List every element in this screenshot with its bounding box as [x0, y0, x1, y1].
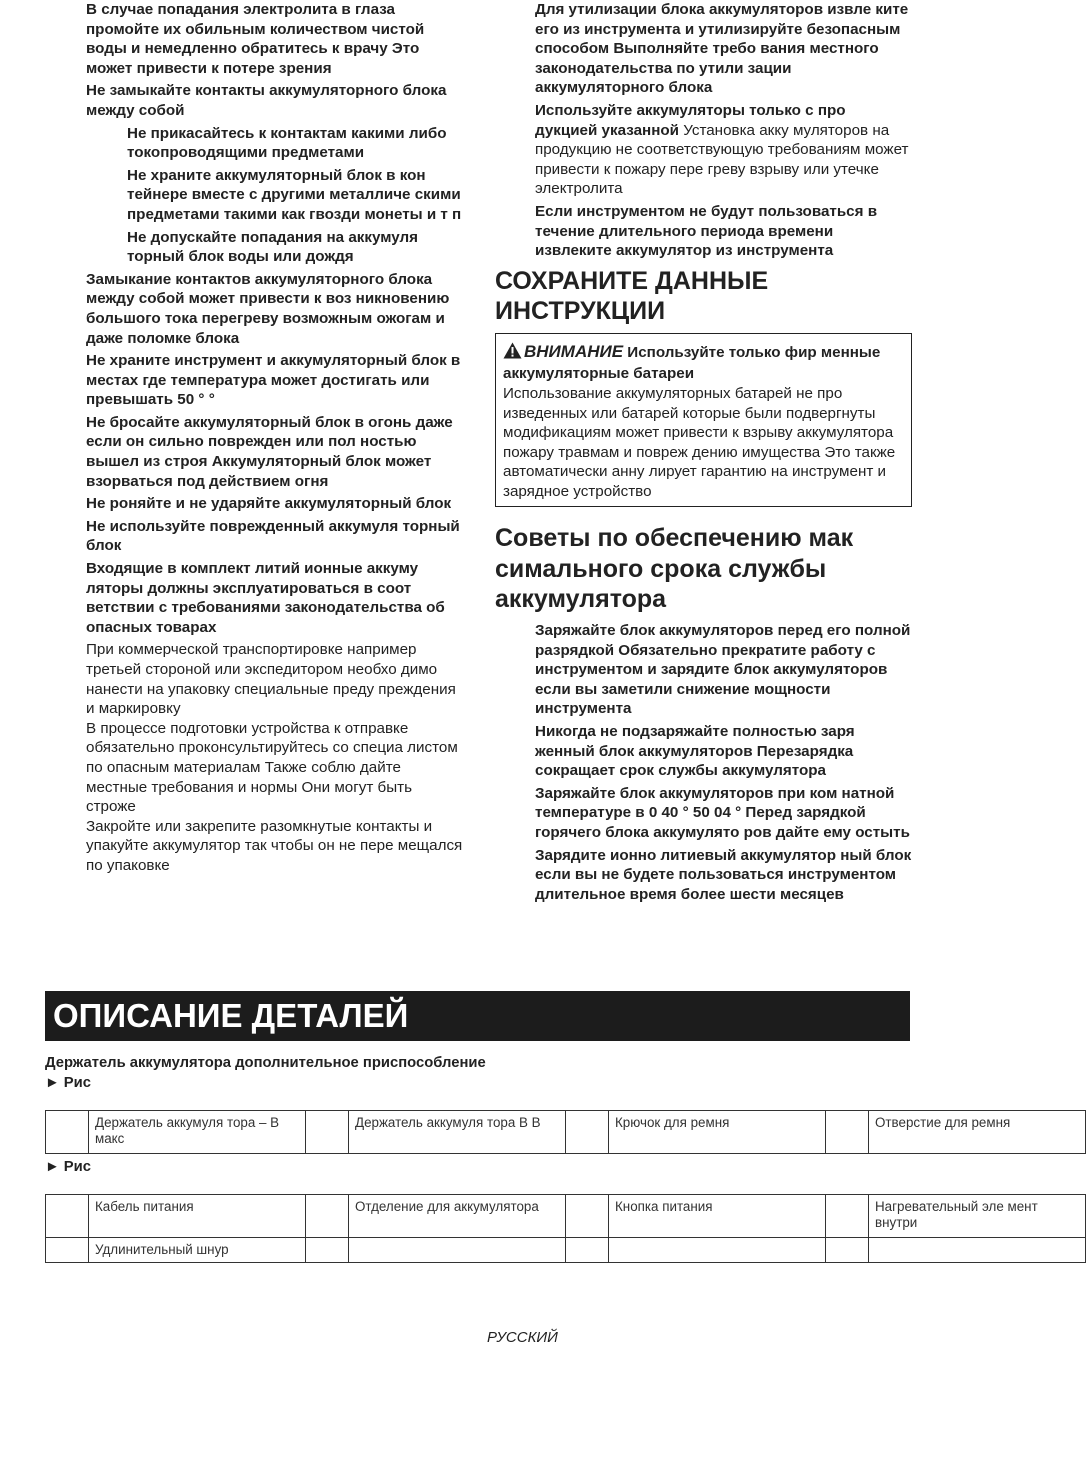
long-storage-note: Если инструментом не будут пользоваться в течение длительного периода времени извлеките аккумулятор из инструмента	[535, 202, 878, 260]
table-number-cell	[826, 1195, 869, 1238]
table-label-cell: Держатель аккумуля тора В В	[349, 1111, 566, 1154]
table-label-cell: Кабель питания	[89, 1195, 306, 1238]
figure-label-2: ► Рис	[45, 1159, 91, 1175]
table-number-cell	[566, 1195, 609, 1238]
section-banner	[45, 991, 910, 1041]
table-label-cell	[349, 1238, 566, 1263]
footer-language: РУССКИЙ	[487, 1329, 558, 1346]
tip-room-temperature: Заряжайте блок аккумуляторов при ком натной температуре в 0 40 ° 50 04 ° Перед зарядкой горячего блока аккумулято ров дайте ему остыть	[535, 784, 910, 841]
table-number-cell	[46, 1195, 89, 1238]
table-number-cell	[306, 1195, 349, 1238]
table-label-cell	[609, 1238, 826, 1263]
holder-caption: Держатель аккумулятора дополнительное приспособление	[45, 1055, 486, 1071]
table-row	[46, 1111, 1086, 1154]
no-damaged-battery-warning: Не используйте поврежденный аккумуля торный блок	[86, 517, 460, 555]
save-instructions-heading: СОХРАНИТЕ ДАННЫЕ ИНСТРУКЦИИ	[495, 266, 769, 326]
table-number-cell	[306, 1238, 349, 1263]
packaging-note: Закройте или закрепите разомкнутые контакты и упакуйте аккумулятор так чтобы он не пере мещался по упаковке	[86, 817, 463, 874]
table-number-cell	[826, 1111, 869, 1154]
caution-head-text: Используйте только фир менные аккумуляторные батареи	[503, 343, 881, 383]
table-label-cell: Держатель аккумуля тора – В макс	[89, 1111, 306, 1154]
table-label-cell	[869, 1238, 1086, 1263]
tip-no-recharge-full: Никогда не подзаряжайте полностью заря женный блок аккумуляторов Перезарядка сокращает срок службы аккумулятора	[535, 722, 855, 780]
caution-head	[503, 342, 903, 384]
disposal-note: Для утилизации блока аккумуляторов извле ките его из инструмента и утилизируйте безопасным способом Выполняйте требо вания местного законодательства по утили зации аккумуляторного блока	[535, 1, 909, 97]
section-title: ОПИСАНИЕ ДЕТАЛЕЙ	[53, 997, 409, 1034]
caution-body: Использование аккумуляторных батарей не про изведенных или батарей которые были подвергнуты модификациям может привести к взрыву аккумулятора пожару травмам и повреж дению имущества Это также автоматически анну лирует гарантию на инструмент и зарядное устройство	[503, 384, 896, 500]
no-metal-container-item: Не храните аккумуляторный блок в кон тейнере вместе с другими металличе скими предметами такими как гвозди монеты и т п	[127, 166, 462, 223]
genuine-battery-normal: Установка акку муляторов на продукцию не соответствующую требованиям может привести к пожару пере греву взрыву или утечке электролита	[535, 121, 909, 198]
parts-table-2	[45, 1194, 1086, 1263]
table-number-cell	[306, 1111, 349, 1154]
genuine-battery-bold: Используйте аккумуляторы только с про дукцией указанной	[535, 101, 846, 139]
no-drop-warning: Не роняйте и не ударяйте аккумуляторный блок	[86, 495, 452, 513]
warning-triangle-icon	[503, 342, 522, 365]
table-label-cell: Отделение для аккумулятора	[349, 1195, 566, 1238]
parts-table-1	[45, 1110, 1086, 1154]
short-circuit-consequence: Замыкание контактов аккумуляторного блока между собой может привести к воз никновению большого тока перегреву возможным ожогам и даже поломке блока	[86, 270, 450, 347]
caution-title: ВНИМАНИЕ	[524, 341, 624, 361]
no-fire-warning: Не бросайте аккумуляторный блок в огонь даже если он сильно поврежден или пол ностью вышел из строя Аккумуляторный блок может взорваться под действием огня	[86, 413, 453, 490]
battery-life-tips-heading: Советы по обеспечению мак симального срока службы аккумулятора	[495, 524, 854, 614]
table-number-cell	[46, 1111, 89, 1154]
table-number-cell	[826, 1238, 869, 1263]
no-touch-terminals-item: Не прикасайтесь к контактам какими либо токопроводящими предметами	[127, 124, 447, 162]
table-number-cell	[566, 1238, 609, 1263]
table-label-cell: Нагревательный эле мент внутри	[869, 1195, 1086, 1238]
no-short-circuit-warning: Не замыкайте контакты аккумуляторного блока между собой	[86, 82, 447, 119]
table-label-cell: Удлинительный шнур	[89, 1238, 306, 1263]
tip-charge-before-discharge: Заряжайте блок аккумуляторов перед его полной разрядкой Обязательно прекратите работу с инструментом и зарядите блок аккумуляторов если вы заметили снижение мощности инструмента	[535, 621, 911, 718]
figure-label-1: ► Рис	[45, 1075, 91, 1091]
dangerous-goods-law: Входящие в комплект литий ионные аккуму ляторы должны эксплуатироваться в соот ветствии с требованиями законодательства об опасных товарах	[86, 560, 445, 636]
table-label-cell: Отверстие для ремня	[869, 1111, 1086, 1154]
caution-box	[495, 333, 912, 508]
genuine-battery-note	[495, 101, 912, 199]
shipping-consult-note: В процессе подготовки устройства к отправке обязательно проконсультируйтесь со специа листом по опасным материалам Также соблю дайте местные требования и нормы Они могут быть строже	[86, 719, 458, 816]
table-number-cell	[46, 1238, 89, 1263]
tip-long-storage-charge: Зарядите ионно литиевый аккумулятор ный блок если вы не будете пользоваться инструментом длительное время более шести месяцев	[535, 846, 912, 903]
table-label-cell: Крючок для ремня	[609, 1111, 826, 1154]
electrolyte-eyes-warning: В случае попадания электролита в глаза промойте их обильным количеством чистой воды и немедленно обратитесь к врачу Это может привести к потере зрения	[86, 1, 425, 77]
table-row	[46, 1195, 1086, 1238]
no-water-item: Не допускайте попадания на аккумуля торный блок воды или дождя	[127, 228, 419, 266]
right-column	[495, 0, 912, 907]
temperature-storage-warning: Не храните инструмент и аккумуляторный блок в местах где температура может достигать или превышать 50 ° °	[86, 352, 461, 409]
commercial-transport-note: При коммерческой транспортировке например третьей стороной или экспедитором необхо димо нанести на упаковку специальные преду преждения и маркировку	[86, 641, 456, 718]
table-row	[46, 1238, 1086, 1263]
left-column	[86, 0, 466, 879]
table-number-cell	[566, 1111, 609, 1154]
table-label-cell: Кнопка питания	[609, 1195, 826, 1238]
